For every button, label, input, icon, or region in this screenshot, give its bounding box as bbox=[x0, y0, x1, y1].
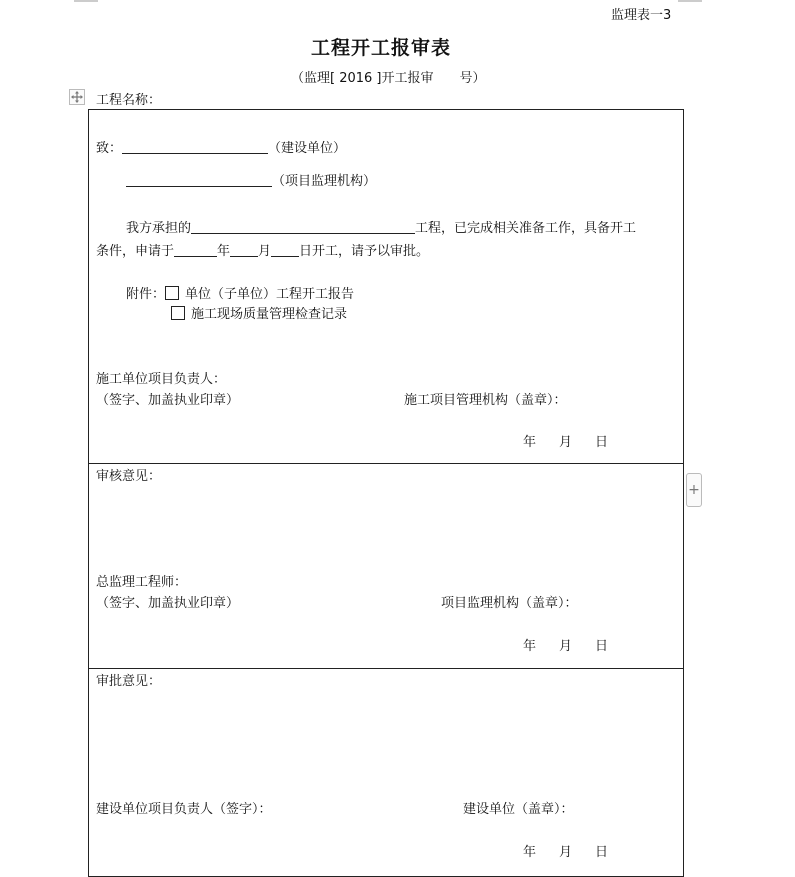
section1-date-day: 日 bbox=[595, 435, 609, 450]
body-line-1 bbox=[126, 217, 636, 236]
section2-date-year: 年 bbox=[523, 639, 537, 654]
section1-date-year: 年 bbox=[523, 435, 537, 450]
review-opinion-heading: 审核意见： bbox=[96, 469, 162, 484]
section-divider-1 bbox=[88, 463, 684, 464]
section3-date-day: 日 bbox=[595, 845, 609, 860]
body-year: 年 bbox=[217, 244, 231, 259]
page-corner-mark-right bbox=[678, 0, 702, 2]
contractor-sign-note: （签字、加盖执业印章） bbox=[96, 393, 240, 408]
contractor-org-label: 施工项目管理机构（盖章）： bbox=[404, 393, 567, 408]
month-blank[interactable] bbox=[230, 242, 258, 257]
attachments-label: 附件： bbox=[126, 287, 166, 302]
construction-unit-blank[interactable] bbox=[122, 139, 268, 154]
addressee-line-1 bbox=[96, 137, 346, 156]
plus-icon: + bbox=[688, 482, 700, 498]
attachment-row-2 bbox=[171, 303, 347, 322]
attachment-checkbox-1[interactable] bbox=[165, 286, 179, 300]
body-day-suffix: 日开工，请予以审批。 bbox=[299, 244, 430, 259]
section3-date-year: 年 bbox=[523, 845, 537, 860]
body-month: 月 bbox=[258, 244, 272, 259]
addressee-line-2 bbox=[126, 170, 376, 189]
body-project-suffix: 工程，已完成相关准备工作，具备开工 bbox=[415, 221, 637, 236]
day-blank[interactable] bbox=[271, 242, 299, 257]
table-move-handle[interactable] bbox=[69, 89, 85, 105]
supervision-org-label: （项目监理机构） bbox=[272, 174, 377, 189]
owner-org-seal-label: 建设单位（盖章）： bbox=[463, 802, 574, 817]
body-line-2 bbox=[96, 240, 429, 259]
approval-opinion-heading: 审批意见： bbox=[96, 674, 162, 689]
chief-engineer-label: 总监理工程师： bbox=[96, 575, 188, 590]
body-intro: 我方承担的 bbox=[126, 221, 192, 236]
table-add-handle[interactable] bbox=[686, 473, 702, 507]
owner-person-label: 建设单位项目负责人（签字）： bbox=[96, 802, 272, 817]
contractor-person-label: 施工单位项目负责人： bbox=[96, 372, 227, 387]
section3-date-month: 月 bbox=[559, 845, 573, 860]
attachment-row-1 bbox=[126, 283, 354, 302]
move-icon bbox=[71, 91, 83, 103]
attachment-checkbox-2[interactable] bbox=[171, 306, 185, 320]
section2-date-day: 日 bbox=[595, 639, 609, 654]
year-blank[interactable] bbox=[174, 242, 217, 257]
section-divider-2 bbox=[88, 668, 684, 669]
construction-unit-label: （建设单位） bbox=[268, 141, 347, 156]
form-id: 监理表一3 bbox=[611, 8, 672, 23]
page-title: 工程开工报审表 bbox=[311, 37, 452, 59]
attachment-item-1: 单位（子单位）工程开工报告 bbox=[185, 287, 355, 302]
supervision-org-blank[interactable] bbox=[126, 172, 272, 187]
project-blank[interactable] bbox=[191, 219, 415, 234]
supervision-org-seal-label: 项目监理机构（盖章）： bbox=[441, 596, 578, 611]
page-corner-mark-left bbox=[74, 0, 98, 2]
section2-date-month: 月 bbox=[559, 639, 573, 654]
section1-date-month: 月 bbox=[559, 435, 573, 450]
subtitle: （监理[ 2016 ]开工报审 号） bbox=[291, 71, 486, 86]
chief-engineer-sign-note: （签字、加盖执业印章） bbox=[96, 596, 240, 611]
attachment-item-2: 施工现场质量管理检查记录 bbox=[191, 307, 348, 322]
to-label: 致： bbox=[96, 141, 123, 156]
body-line2-start: 条件，申请于 bbox=[96, 244, 175, 259]
project-name-label: 工程名称： bbox=[96, 93, 162, 108]
